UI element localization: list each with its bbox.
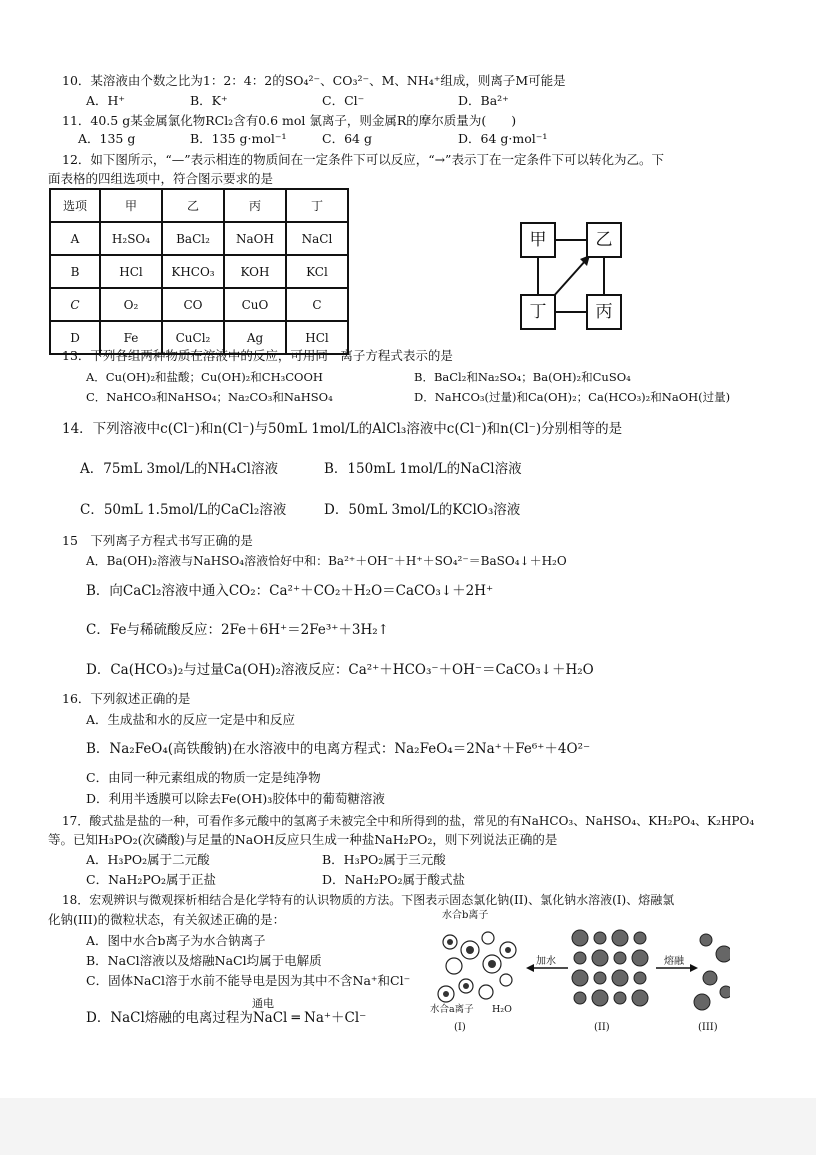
question-18-stem-2: 化钠(III)的微粒状态，有关叙述正确的是： [48, 912, 286, 927]
table-cell: O₂ [100, 288, 162, 321]
q18-option-d: D．NaCl熔融的电离过程为NaCl ═ Na⁺＋Cl⁻ [86, 1010, 367, 1026]
q16-option-a: A．生成盐和水的反应一定是中和反应 [86, 712, 296, 727]
diagram-box-ding: 丁 [520, 294, 556, 330]
q11-option-c: C．64 g [322, 131, 372, 146]
q10-option-d: D．Ba²⁺ [458, 93, 509, 108]
table-cell: C [286, 288, 348, 321]
q15-option-a: A．Ba(OH)₂溶液与NaHSO₄溶液恰好中和：Ba²⁺＋OH⁻＋H⁺＋SO₄²⁻＝BaSO₄↓＋H₂O [86, 554, 567, 568]
question-11-stem: 11．40.5 g某金属氯化物RCl₂含有0.6 mol 氯离子，则金属R的摩尔质量为( ) [62, 113, 517, 128]
table-cell: Ag [224, 321, 286, 354]
table-cell: B [50, 255, 100, 288]
page-bottom-margin [0, 1098, 816, 1155]
table-cell: CO [162, 288, 224, 321]
q10-option-c: C．Cl⁻ [322, 93, 365, 108]
table-row [50, 222, 348, 255]
question-14-stem: 14．下列溶液中c(Cl⁻)和n(Cl⁻)与50mL 1mol/L的AlCl₃溶液中c(Cl⁻)和n(Cl⁻)分别相等的是 [62, 421, 623, 437]
hydrated-a-ion-label: 水合a离子 [430, 1004, 474, 1015]
q17-option-d: D．NaH₂PO₂属于酸式盐 [322, 872, 465, 887]
table-cell: HCl [100, 255, 162, 288]
table-row [50, 255, 348, 288]
table-cell: KCl [286, 255, 348, 288]
question-15-stem: 15 下列离子方程式书写正确的是 [62, 533, 253, 548]
q16-option-d: D．利用半透膜可以除去Fe(OH)₃胶体中的葡萄糖溶液 [86, 791, 385, 806]
q11-option-a: A．135 g [78, 131, 136, 146]
electrolysis-label: 通电 [252, 997, 274, 1010]
q16-option-b: B．Na₂FeO₄(高铁酸钠)在水溶液中的电离方程式：Na₂FeO₄＝2Na⁺＋Fe⁶⁺＋4O²⁻ [86, 741, 591, 757]
q13-option-c: C．NaHCO₃和NaHSO₄；Na₂CO₃和NaHSO₄ [86, 390, 333, 404]
table-cell: NaCl [286, 222, 348, 255]
table-header-cell: 甲 [100, 189, 162, 222]
q14-option-c: C．50mL 1.5mol/L的CaCl₂溶液 [80, 502, 287, 518]
q14-option-d: D．50mL 3mol/L的KClO₃溶液 [324, 502, 521, 518]
table-cell: Fe [100, 321, 162, 354]
q14-option-b: B．150mL 1mol/L的NaCl溶液 [324, 461, 522, 477]
q15-option-d: D．Ca(HCO₃)₂与过量Ca(OH)₂溶液反应：Ca²⁺＋HCO₃⁻＋OH⁻＝CaCO₃↓＋H₂O [86, 662, 594, 678]
q13-option-d: D．NaHCO₃(过量)和Ca(OH)₂；Ca(HCO₃)₂和NaOH(过量) [414, 390, 731, 404]
q14-option-a: A．75mL 3mol/L的NH₄Cl溶液 [80, 461, 278, 477]
melting-label: 熔融 [664, 956, 684, 967]
particle-drawing [430, 920, 730, 1030]
water-molecule-label: H₂O [492, 1004, 512, 1015]
table-row [50, 189, 348, 222]
table-cell: H₂SO₄ [100, 222, 162, 255]
table-cell: KOH [224, 255, 286, 288]
question-13-stem: 13．下列各组两种物质在溶液中的反应，可用同一离子方程式表示的是 [62, 348, 453, 363]
q18-option-c: C．固体NaCl溶于水前不能导电是因为其中不含Na⁺和Cl⁻ [86, 973, 411, 988]
table-cell: CuO [224, 288, 286, 321]
question-12-stem-2: 面表格的四组选项中，符合图示要求的是 [48, 171, 274, 186]
add-water-label: 加水 [536, 956, 556, 967]
table-row [50, 288, 348, 321]
panel-label-i: (I) [454, 1022, 466, 1033]
q11-option-b: B．135 g·mol⁻¹ [190, 131, 287, 146]
q10-option-a: A．H⁺ [86, 93, 126, 108]
table-header-cell: 丙 [224, 189, 286, 222]
q13-option-b: B．BaCl₂和Na₂SO₄；Ba(OH)₂和CuSO₄ [414, 370, 631, 384]
question-10-stem: 10．某溶液由个数之比为1：2：4：2的SO₄²⁻、CO₃²⁻、M、NH₄⁺组成，则离子M可能是 [62, 73, 566, 88]
table-header-cell: 选项 [50, 189, 100, 222]
question-17-stem-2: 等。已知H₃PO₂(次磷酸)与足量的NaOH反应只生成一种盐NaH₂PO₂，则下列说法正确的是 [48, 832, 558, 847]
q17-option-b: B．H₃PO₂属于三元酸 [322, 852, 446, 867]
diagram-box-jia: 甲 [520, 222, 556, 258]
table-cell: D [50, 321, 100, 354]
table-cell: NaOH [224, 222, 286, 255]
table-cell: C [50, 288, 100, 321]
panel-label-iii: (III) [698, 1022, 718, 1033]
question-17-stem-1: 17．酸式盐是盐的一种，可看作多元酸中的氢离子未被完全中和所得到的盐，常见的有NaHCO₃、NaHSO₄、KH₂PO₄、K₂HPO₄ [62, 814, 755, 828]
table-header-cell: 丁 [286, 189, 348, 222]
hydrated-b-ion-label: 水合b离子 [442, 910, 489, 921]
diagram-box-bing: 丙 [586, 294, 622, 330]
panel-label-ii: (II) [594, 1022, 610, 1033]
q18-option-b: B．NaCl溶液以及熔融NaCl均属于电解质 [86, 953, 322, 968]
question-12-stem-1: 12．如下图所示，“—”表示相连的物质间在一定条件下可以反应，“→”表示丁在一定条件下可以转化为乙。下 [62, 152, 664, 167]
table-cell: KHCO₃ [162, 255, 224, 288]
q16-option-c: C．由同一种元素组成的物质一定是纯净物 [86, 770, 321, 785]
table-cell: A [50, 222, 100, 255]
q15-option-c: C．Fe与稀硫酸反应：2Fe＋6H⁺＝2Fe³⁺＋3H₂↑ [86, 622, 389, 638]
q12-options-table [49, 188, 349, 355]
question-16-stem: 16．下列叙述正确的是 [62, 691, 191, 706]
table-cell: CuCl₂ [162, 321, 224, 354]
q17-option-a: A．H₃PO₂属于二元酸 [86, 852, 210, 867]
q10-option-b: B．K⁺ [190, 93, 228, 108]
q15-option-b: B．向CaCl₂溶液中通入CO₂：Ca²⁺＋CO₂＋H₂O＝CaCO₃↓＋2H⁺ [86, 583, 494, 599]
q17-option-c: C．NaH₂PO₂属于正盐 [86, 872, 217, 887]
question-18-stem-1: 18．宏观辨识与微观探析相结合是化学特有的认识物质的方法。下图表示固态氯化钠(II)、氯化钠水溶液(I)、熔融氯 [62, 893, 675, 907]
table-header-cell: 乙 [162, 189, 224, 222]
q11-option-d: D．64 g·mol⁻¹ [458, 131, 548, 146]
q13-option-a: A．Cu(OH)₂和盐酸；Cu(OH)₂和CH₃COOH [86, 370, 323, 384]
table-cell: HCl [286, 321, 348, 354]
diagram-box-yi: 乙 [586, 222, 622, 258]
q18-option-a: A．图中水合b离子为水合钠离子 [86, 933, 266, 948]
table-cell: BaCl₂ [162, 222, 224, 255]
